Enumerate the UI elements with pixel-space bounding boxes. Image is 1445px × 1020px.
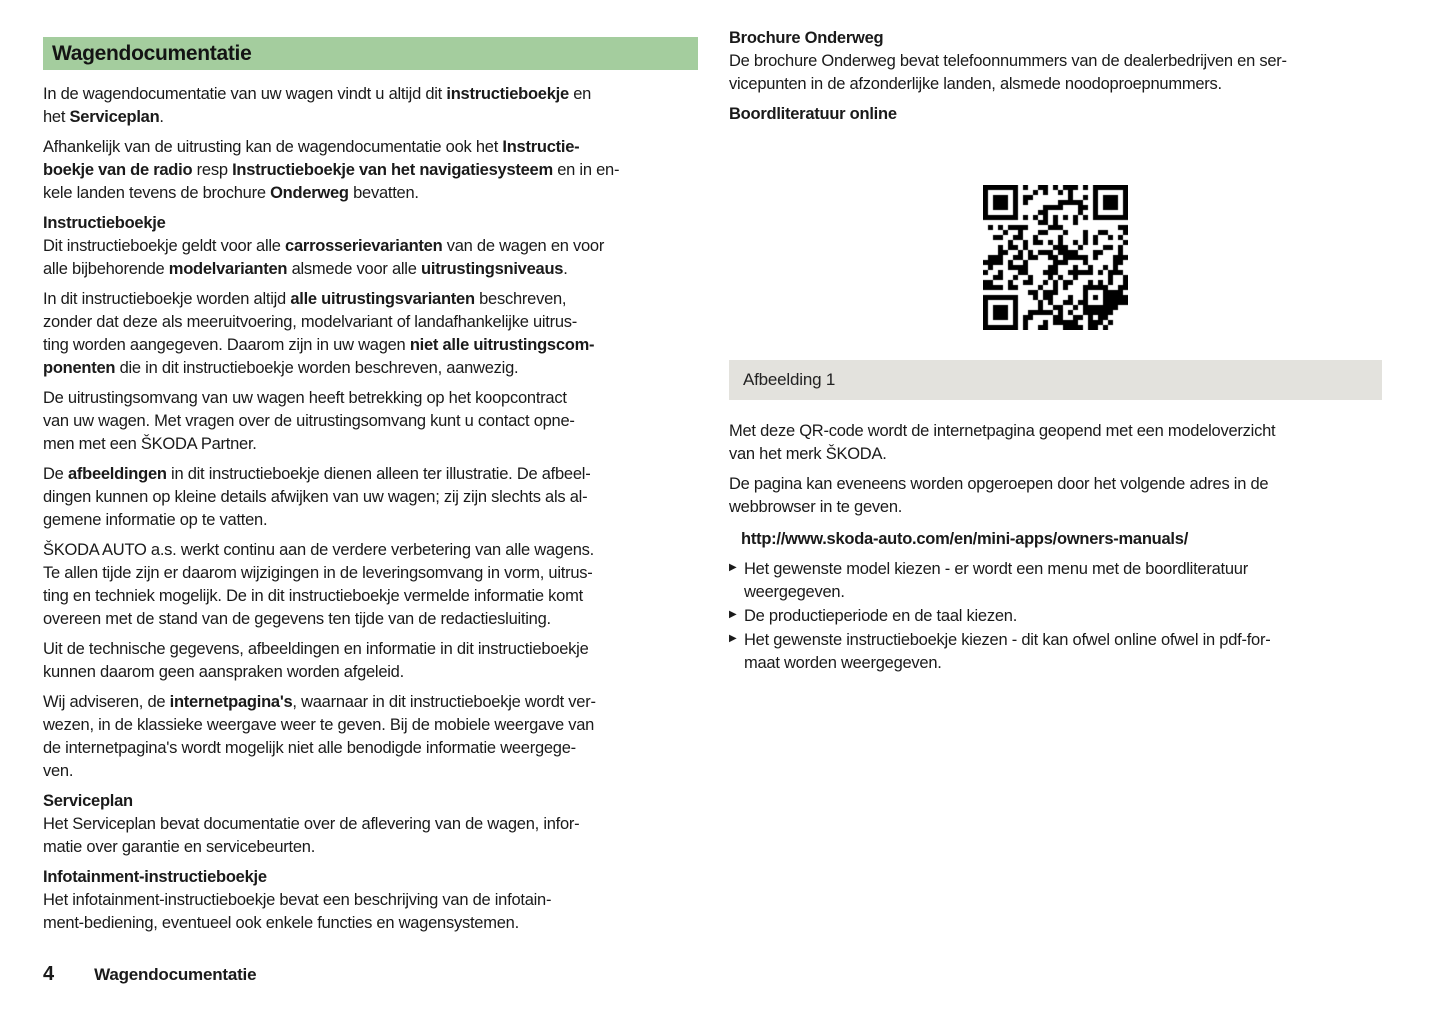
paragraph — [729, 420, 1382, 466]
bold-text: carrosserievarianten — [285, 237, 443, 255]
text: kele landen tevens de brochure — [43, 184, 271, 202]
text-line — [43, 410, 698, 433]
text-line — [43, 638, 698, 661]
text: Het gewenste model kiezen - er wordt een menu met de boordliteratuur — [744, 560, 1248, 578]
page-number: 4 — [43, 963, 55, 985]
text: alle bijbehorende — [43, 260, 169, 278]
bullet-triangle-icon: ▶ — [729, 562, 737, 573]
qr-code-canvas — [983, 185, 1128, 330]
text-line — [43, 714, 698, 737]
text: De pagina kan eveneens worden opgeroepen door het volgende adres in de — [729, 475, 1269, 493]
text: Wij adviseren, de — [43, 693, 170, 711]
text: Het gewenste instructieboekje kiezen - dit kan ofwel online ofwel in pdf-for- — [744, 631, 1271, 649]
text: die in dit instructieboekje worden beschreven, aanwezig. — [115, 359, 519, 377]
text-line — [43, 760, 698, 783]
text-line — [43, 288, 698, 311]
text-line — [741, 528, 1382, 551]
text: ŠKODA AUTO a.s. werkt continu aan de verdere verbetering van alle wagens. — [43, 541, 594, 559]
paragraph — [43, 83, 698, 129]
text-line — [43, 691, 698, 714]
text: De uitrustingsomvang van uw wagen heeft betrekking op het koopcontract — [43, 389, 567, 407]
text-line — [43, 836, 698, 859]
left-column-text — [43, 83, 698, 935]
text: De — [43, 465, 68, 483]
text-line — [729, 73, 1382, 96]
text-line — [43, 790, 698, 813]
text: maat worden weergegeven. — [744, 654, 942, 672]
text-line — [43, 433, 698, 456]
bold-text: Instructie- — [502, 138, 580, 156]
text-line — [729, 27, 1382, 50]
text: bevatten. — [348, 184, 419, 202]
text: beschreven, — [474, 290, 567, 308]
text: , waarnaar in dit instructieboekje wordt ver- — [292, 693, 596, 711]
text-line — [43, 562, 698, 585]
text: De brochure Onderweg bevat telefoonnummers van de dealerbedrijven en ser- — [729, 52, 1287, 70]
text: men met een ŠKODA Partner. — [43, 435, 257, 453]
text: weergegeven. — [744, 583, 845, 601]
text: resp — [192, 161, 233, 179]
text: . — [159, 108, 164, 126]
bold-text: Instructieboekje van het navigatiesysteem — [232, 161, 553, 179]
paragraph — [43, 691, 698, 783]
text-line — [43, 235, 698, 258]
bullet-item — [729, 629, 1382, 675]
text: overeen met de stand van de gegevens ten tijde van de redactiesluiting. — [43, 610, 551, 628]
text: Te allen tijde zijn er daarom wijzigingen in de leveringsomvang in vorm, uitrus- — [43, 564, 593, 582]
paragraph — [43, 288, 698, 380]
paragraph — [43, 463, 698, 532]
page-footer — [43, 963, 256, 986]
text-line — [43, 182, 698, 205]
bold-text: Serviceplan — [69, 108, 160, 126]
url-line — [741, 528, 1382, 551]
bold-text: ponenten — [43, 359, 116, 377]
bold-text: boekje van de radio — [43, 161, 193, 179]
paragraph — [43, 136, 698, 205]
paragraph — [729, 27, 1382, 96]
paragraph — [43, 387, 698, 456]
bold-text: Onderweg — [270, 184, 349, 202]
text: van de wagen en voor — [442, 237, 605, 255]
text-line — [43, 737, 698, 760]
text-line — [43, 463, 698, 486]
bold-text: internetpagina's — [169, 693, 293, 711]
text: in dit instructieboekje dienen alleen ter illustratie. De afbeel- — [166, 465, 591, 483]
bullet-item — [729, 605, 1382, 628]
bold-text: uitrustingsniveaus — [421, 260, 564, 278]
section-title-bar: Wagendocumentatie — [43, 37, 698, 70]
text-line — [43, 486, 698, 509]
text: Met deze QR-code wordt de internetpagina geopend met een modeloverzicht — [729, 422, 1276, 440]
bold-text: Instructieboekje — [43, 214, 166, 232]
bold-text: instructieboekje — [446, 85, 569, 103]
text-line — [43, 311, 698, 334]
text: In dit instructieboekje worden altijd — [43, 290, 291, 308]
text-line — [43, 661, 698, 684]
text: gemene informatie op te vatten. — [43, 511, 268, 529]
text: Afhankelijk van de uitrusting kan de wagendocumentatie ook het — [43, 138, 503, 156]
bold-text: alle uitrustingsvarianten — [290, 290, 475, 308]
text: het — [43, 108, 70, 126]
bold-text: Serviceplan — [43, 792, 133, 810]
text-line — [729, 496, 1382, 519]
text: alsmede voor alle — [287, 260, 421, 278]
text-line — [729, 103, 1382, 126]
text: Uit de technische gegevens, afbeeldingen en informatie in dit instructieboekje — [43, 640, 589, 658]
bold-text: modelvarianten — [168, 260, 288, 278]
text-line — [43, 258, 698, 281]
bold-text: afbeeldingen — [67, 465, 167, 483]
text-line — [43, 387, 698, 410]
text: webbrowser in te geven. — [729, 498, 903, 516]
text: van het merk ŠKODA. — [729, 445, 887, 463]
text-line — [744, 629, 1382, 652]
paragraph — [729, 473, 1382, 519]
text-line — [744, 558, 1382, 581]
text-line — [43, 136, 698, 159]
paragraph — [43, 790, 698, 859]
bold-text: Infotainment-instructieboekje — [43, 868, 267, 886]
text-line — [43, 889, 698, 912]
text-line — [43, 83, 698, 106]
bold-text: niet alle uitrustingscom- — [409, 336, 595, 354]
text: dingen kunnen op kleine details afwijken van uw wagen; zij zijn slechts als al- — [43, 488, 588, 506]
text-line — [744, 652, 1382, 675]
text: wezen, in de klassieke weergave weer te geven. Bij de mobiele weergave van — [43, 716, 595, 734]
text: Dit instructieboekje geldt voor alle — [43, 237, 286, 255]
paragraph — [729, 103, 1382, 126]
right-column — [729, 27, 1382, 676]
bold-text: Brochure Onderweg — [729, 29, 884, 47]
bold-text: Boordliteratuur online — [729, 105, 897, 123]
paragraph — [43, 866, 698, 935]
text: ven. — [43, 762, 74, 780]
text-line — [729, 50, 1382, 73]
text: . — [563, 260, 568, 278]
text: vicepunten in de afzonderlijke landen, alsmede noodoproepnummers. — [729, 75, 1222, 93]
text: van uw wagen. Met vragen over de uitrustingsomvang kunt u contact opne- — [43, 412, 575, 430]
qr-code-image — [983, 185, 1128, 330]
text-line — [744, 581, 1382, 604]
text: zonder dat deze als meeruitvoering, modelvariant of landafhankelijke uitrus- — [43, 313, 578, 331]
text: de internetpagina's wordt mogelijk niet alle benodigde informatie weergege- — [43, 739, 576, 757]
text: Het Serviceplan bevat documentatie over de aflevering van de wagen, infor- — [43, 815, 580, 833]
text: Het infotainment-instructieboekje bevat een beschrijving van de infotain- — [43, 891, 552, 909]
text: ting en techniek mogelijk. De in dit instructieboekje vermelde informatie komt — [43, 587, 583, 605]
text: en — [568, 85, 592, 103]
bullet-triangle-icon: ▶ — [729, 633, 737, 644]
text-line — [43, 509, 698, 532]
text-line — [43, 212, 698, 235]
text: De productieperiode en de taal kiezen. — [744, 607, 1018, 625]
figure-caption: Afbeelding 1 — [729, 360, 1382, 400]
text-line — [43, 608, 698, 631]
right-column-text — [729, 27, 1382, 675]
text: ting worden aangegeven. Daarom zijn in uw wagen — [43, 336, 410, 354]
text-line — [43, 866, 698, 889]
text-line — [43, 334, 698, 357]
text: kunnen daarom geen aanspraken worden afgeleid. — [43, 663, 404, 681]
text-line — [43, 539, 698, 562]
bullet-triangle-icon: ▶ — [729, 609, 737, 620]
text-line — [729, 473, 1382, 496]
text: matie over garantie en servicebeurten. — [43, 838, 316, 856]
text-line — [43, 585, 698, 608]
paragraph — [43, 212, 698, 281]
text-line — [729, 420, 1382, 443]
spacer — [729, 133, 1382, 185]
text-line — [43, 357, 698, 380]
paragraph — [43, 638, 698, 684]
text: In de wagendocumentatie van uw wagen vindt u altijd dit — [43, 85, 447, 103]
text: en in en- — [552, 161, 620, 179]
text-line — [744, 605, 1382, 628]
text-line — [43, 159, 698, 182]
bullet-item — [729, 558, 1382, 604]
text-line — [43, 813, 698, 836]
bold-text: http://www.skoda-auto.com/en/mini-apps/owners-manuals/ — [741, 530, 1189, 548]
text-line — [43, 106, 698, 129]
text-line — [729, 443, 1382, 466]
text: ment-bediening, eventueel ook enkele functies en wagensystemen. — [43, 914, 519, 932]
left-column — [43, 37, 698, 942]
text-line — [43, 912, 698, 935]
footer-section-label: Wagendocumentatie — [94, 965, 257, 984]
paragraph — [43, 539, 698, 631]
